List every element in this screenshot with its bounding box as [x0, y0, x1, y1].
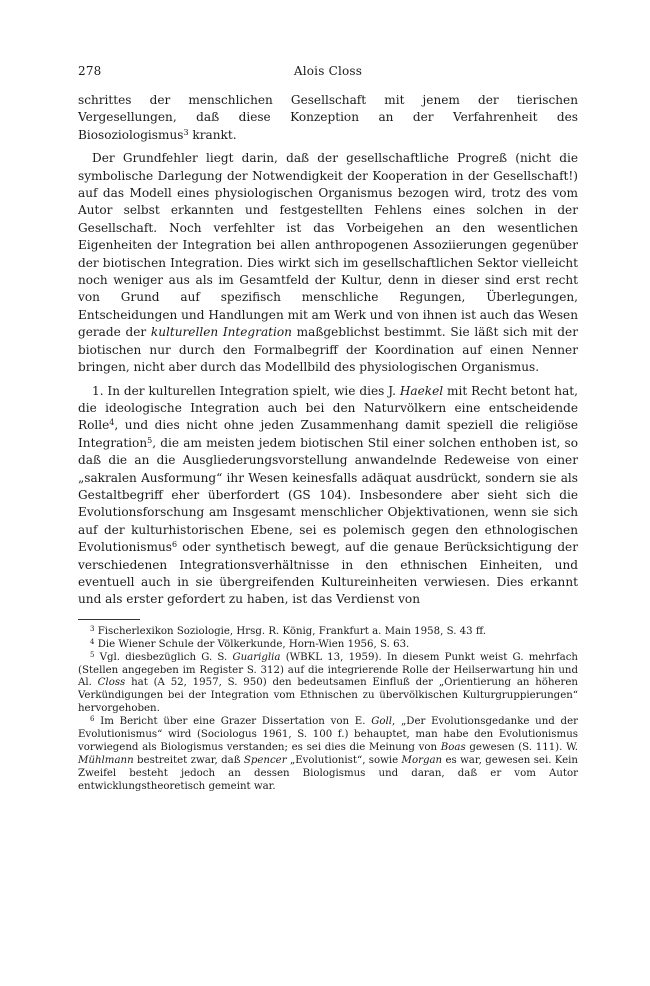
- footnote-text: „Evolutionist“, sowie: [286, 754, 402, 766]
- author-name: Mühlmann: [78, 754, 134, 766]
- footnote-ref-5[interactable]: 5: [147, 435, 153, 445]
- paragraph-text: , und dies nicht ohne jeden Zusammenhang damit speziell die religiöse Integration: [78, 418, 578, 450]
- author-name: Boas: [440, 741, 466, 753]
- footnote-mark: 5: [90, 650, 95, 659]
- paragraph-text: 1. In der kulturellen Integration spielt, wie dies J.: [92, 383, 400, 398]
- paragraph-kulturelle-integration: [78, 383, 578, 609]
- footnote-text: es war, gewesen sei. Kein Zweifel besteht jedoch an dessen Biologismus und daran, daß er vom Autor entwicklungstheoretisch gemeint war.: [78, 754, 578, 792]
- footnote-text: gewesen (S. 111). W.: [465, 741, 579, 753]
- body-text: [78, 92, 578, 609]
- footnote-text: , „Der Evolutionsgedanke und der Evolutionismus“ wird (Sociologus 1961, S. 100 f.) behauptet, man habe den Evolutionismus vorwiegend als Biologismus verstanden; es sei dies die Meinung von: [78, 716, 578, 753]
- footnote-5: [78, 652, 578, 717]
- footnote-divider: [78, 619, 140, 620]
- running-head: [78, 64, 578, 82]
- footnote-text: Vgl. diesbezüglich G. S.: [94, 651, 233, 663]
- footnote-text: Die Wiener Schule der Völkerkunde, Horn-Wien 1956, S. 63.: [94, 638, 410, 650]
- footnote-mark: 4: [90, 637, 95, 646]
- author-name: Goll: [371, 716, 393, 728]
- footnote-text: Im Bericht über eine Grazer Dissertation von E.: [94, 716, 372, 728]
- footnote-6: [78, 716, 578, 793]
- paragraph-text: mit Recht betont hat, die ideologische Integration auch bei den Naturvölkern eine entscheidende Rolle: [78, 383, 578, 433]
- footnote-text: hat (A 52, 1957, S. 950) den bedeutsamen Einfluß der „Orientierung an höheren Verkündigungen bei der Integration vom Ethnischen zu übervölkischen Kulturgruppierungen“ hervorgehoben.: [78, 677, 578, 715]
- author-name: Morgan: [401, 754, 443, 766]
- paragraph-text: maßgeblichst bestimmt. Sie läßt sich mit der biotischen nur durch den Formalbegriff der Koordination auf einen Nenner bringen, nicht aber durch das Modellbild des physiologischen Organismus.: [78, 325, 578, 375]
- footnote-3: [78, 626, 578, 639]
- footnote-4: [78, 639, 578, 652]
- emphasis-text: kulturellen Integration: [150, 325, 292, 340]
- paragraph-text: krankt.: [188, 127, 237, 142]
- footnote-mark: 3: [90, 624, 95, 633]
- footnote-ref-3[interactable]: 3: [183, 127, 189, 137]
- footnote-text: Fischerlexikon Soziologie, Hrsg. R. König, Frankfurt a. Main 1958, S. 43 ff.: [94, 625, 486, 637]
- footnote-mark: 6: [90, 715, 95, 724]
- footnote-ref-4[interactable]: 4: [109, 418, 115, 428]
- author-name: Spencer: [243, 754, 287, 766]
- author-name: Closs: [97, 677, 126, 689]
- footnotes: [78, 626, 578, 794]
- paragraph-text: oder synthetisch bewegt, auf die genaue Berücksichtigung der verschiedenen Integrationsverhältnisse in den ethnischen Einheiten, und eventuell auch in sie übergreifenden Kultureinheiten verwiesen. Dies erkannt und als erster gefordert zu haben, ist das Verdienst von: [78, 540, 578, 607]
- footnote-text: bestreitet zwar, daß: [133, 754, 244, 766]
- author-name: Haekel: [399, 383, 444, 398]
- footnote-ref-6[interactable]: 6: [171, 540, 178, 550]
- book-page: [78, 64, 578, 794]
- paragraph-continuation: [78, 92, 578, 144]
- footnote-text: (WBKL 13, 1959). In diesem Punkt weist G. mehrfach (Stellen angegeben im Register S. 312) auf die integrierende Rolle der Heilserwartung hin und Al.: [78, 651, 578, 689]
- paragraph-text: , die am meisten jedem biotischen Stil einer solchen enthoben ist, so daß die an die Ausgliederungsvorstellung anwandelnde Redeweise von einer „sakralen Ausformung“ ihr Wesen keinesfalls adäquat ausdrückt, sondern sie als Gestaltbegriff eher überfordert (GS 104). Insbesondere aber sieht sich die Evolutionsforschung am Insgesamt menschlicher Objektivationen, wenn sie sich auf der kulturhistorischen Ebene, sei es polemisch gegen den ethnologischen Evolutionismus: [78, 435, 578, 555]
- paragraph-text: Der Grundfehler liegt darin, daß der gesellschaftliche Progreß (nicht die symbolische Darlegung der Notwendigkeit der Kooperation in der Gesellschaft!) auf das Modell eines physiologischen Organismus bezogen wird, trotz des vom Autor selbst erkannten und festgestellten Fehlens eines solchen in der Gesellschaft. Noch verfehlter ist das Vorbeigehen an den wesentlichen Eigenheiten der Integration bei allen anthropogenen Assoziierungen gegenüber der biotischen Integration. Dies wirkt sich im gesellschaftlichen Sektor vielleicht noch weniger aus als im Gesamtfeld der Kultur, denn in dieser sind erst recht von Grund auf spezifisch menschliche Regungen, Überlegungen, Entscheidungen und Handlungen mit am Werk und von ihnen ist auch das Wesen gerade der: [78, 151, 578, 340]
- running-title: Alois Closs: [293, 64, 363, 78]
- paragraph-grundfehler: [78, 150, 578, 376]
- paragraph-text: schrittes der menschlichen Gesellschaft mit jenem der tierischen Vergesellungen, daß diese Konzeption an der Verfahrenheit des Biosoziologismus: [78, 93, 578, 142]
- author-name: Guariglia: [232, 651, 281, 663]
- page-number: 278: [78, 64, 102, 78]
